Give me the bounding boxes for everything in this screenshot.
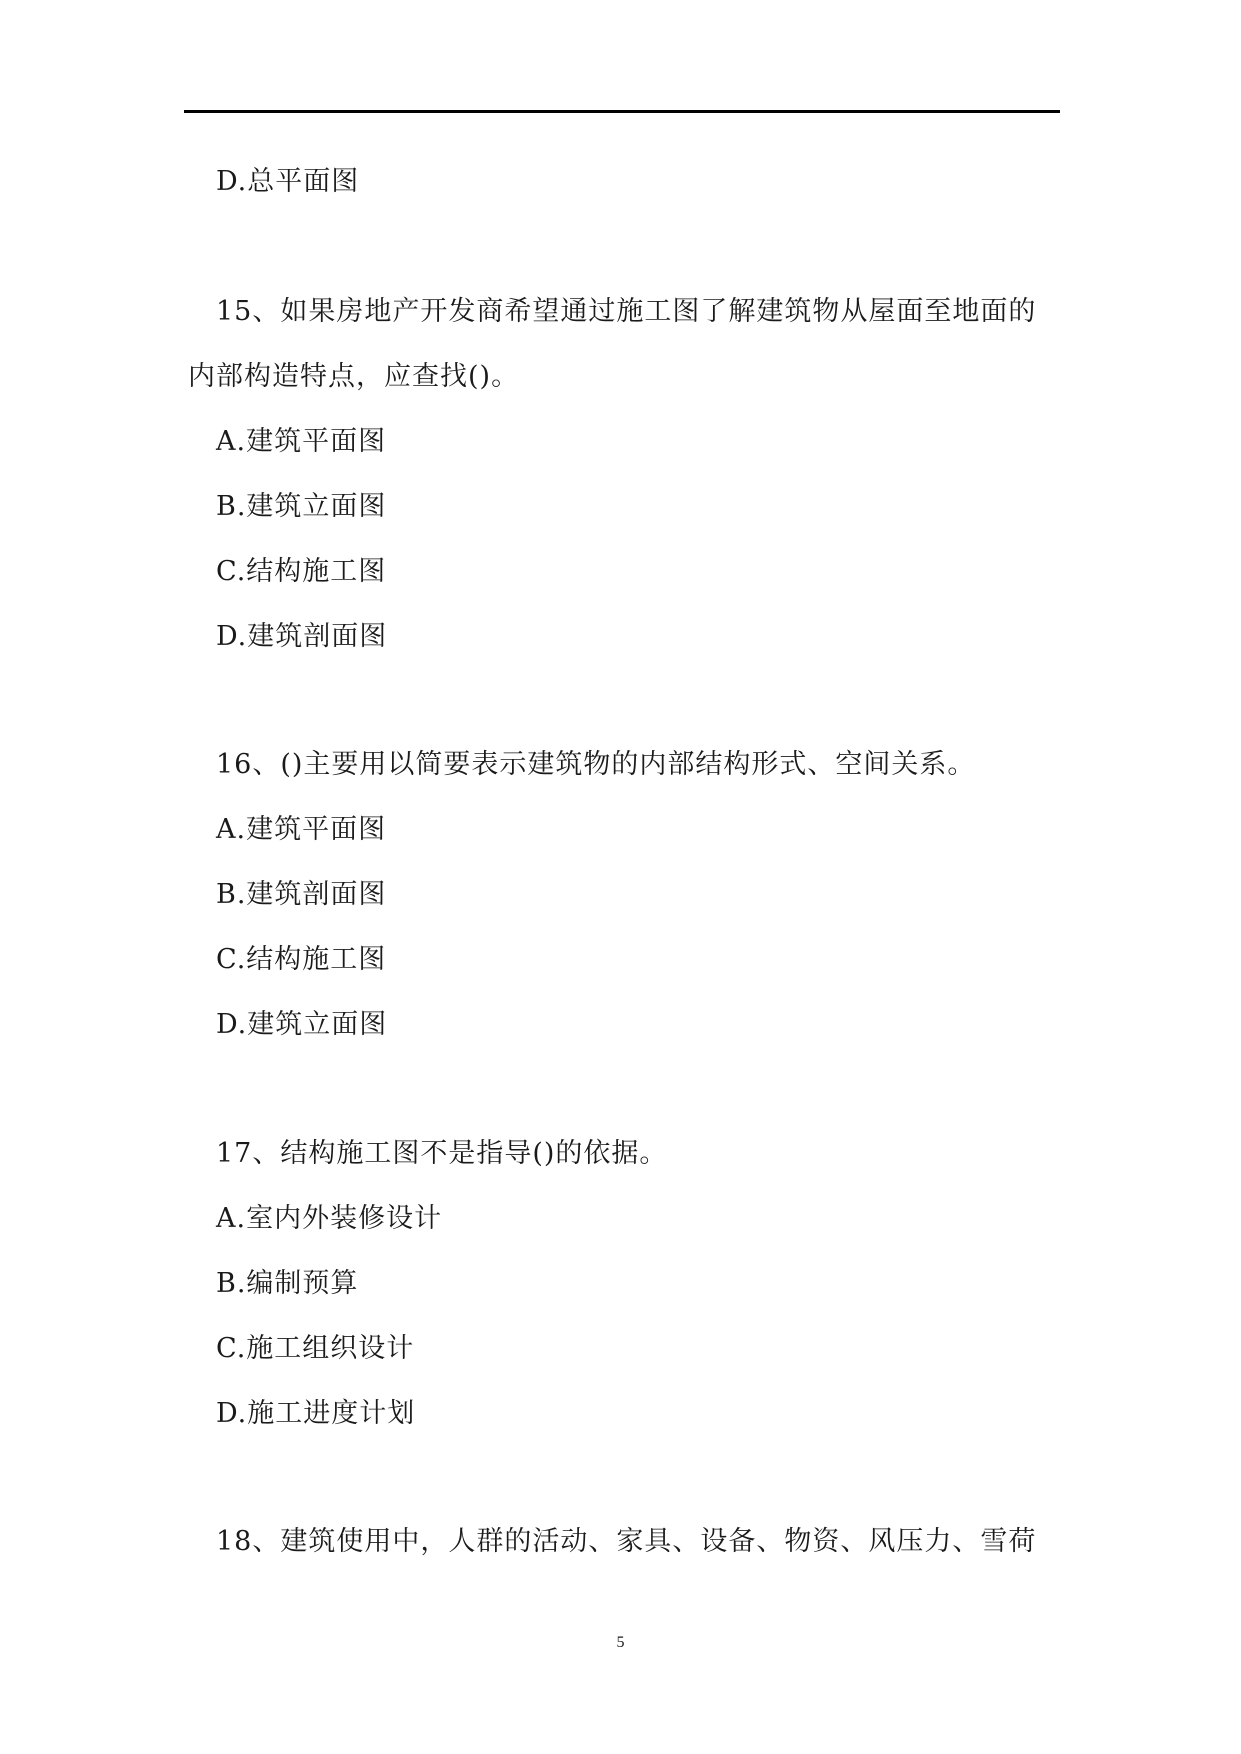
question-17-option-a: A.室内外装修设计 xyxy=(216,1203,443,1234)
question-15-option-b: B.建筑立面图 xyxy=(216,491,387,522)
carryover-option-d: D.总平面图 xyxy=(216,166,360,197)
question-15-option-a: A.建筑平面图 xyxy=(216,426,387,457)
question-16-stem: 16、()主要用以简要表示建筑物的内部结构形式、空间关系。 xyxy=(216,749,976,780)
question-15-option-d: D.建筑剖面图 xyxy=(216,621,388,652)
header-rule xyxy=(184,110,1060,113)
page-number: 5 xyxy=(616,1634,625,1651)
question-18-stem-line-1: 18、建筑使用中，人群的活动、家具、设备、物资、风压力、雪荷 xyxy=(216,1526,1037,1557)
question-15-stem-line-1: 15、如果房地产开发商希望通过施工图了解建筑物从屋面至地面的 xyxy=(216,296,1037,327)
question-16-option-b: B.建筑剖面图 xyxy=(216,879,387,910)
question-16-option-c: C.结构施工图 xyxy=(216,944,387,975)
question-17-option-b: B.编制预算 xyxy=(216,1268,359,1299)
question-17-option-c: C.施工组织设计 xyxy=(216,1333,415,1364)
question-15-stem-line-2: 内部构造特点，应查找()。 xyxy=(188,361,520,392)
question-16-option-d: D.建筑立面图 xyxy=(216,1009,388,1040)
question-15-option-c: C.结构施工图 xyxy=(216,556,387,587)
question-17-stem: 17、结构施工图不是指导()的依据。 xyxy=(216,1138,668,1169)
question-17-option-d: D.施工进度计划 xyxy=(216,1398,416,1429)
question-16-option-a: A.建筑平面图 xyxy=(216,814,387,845)
